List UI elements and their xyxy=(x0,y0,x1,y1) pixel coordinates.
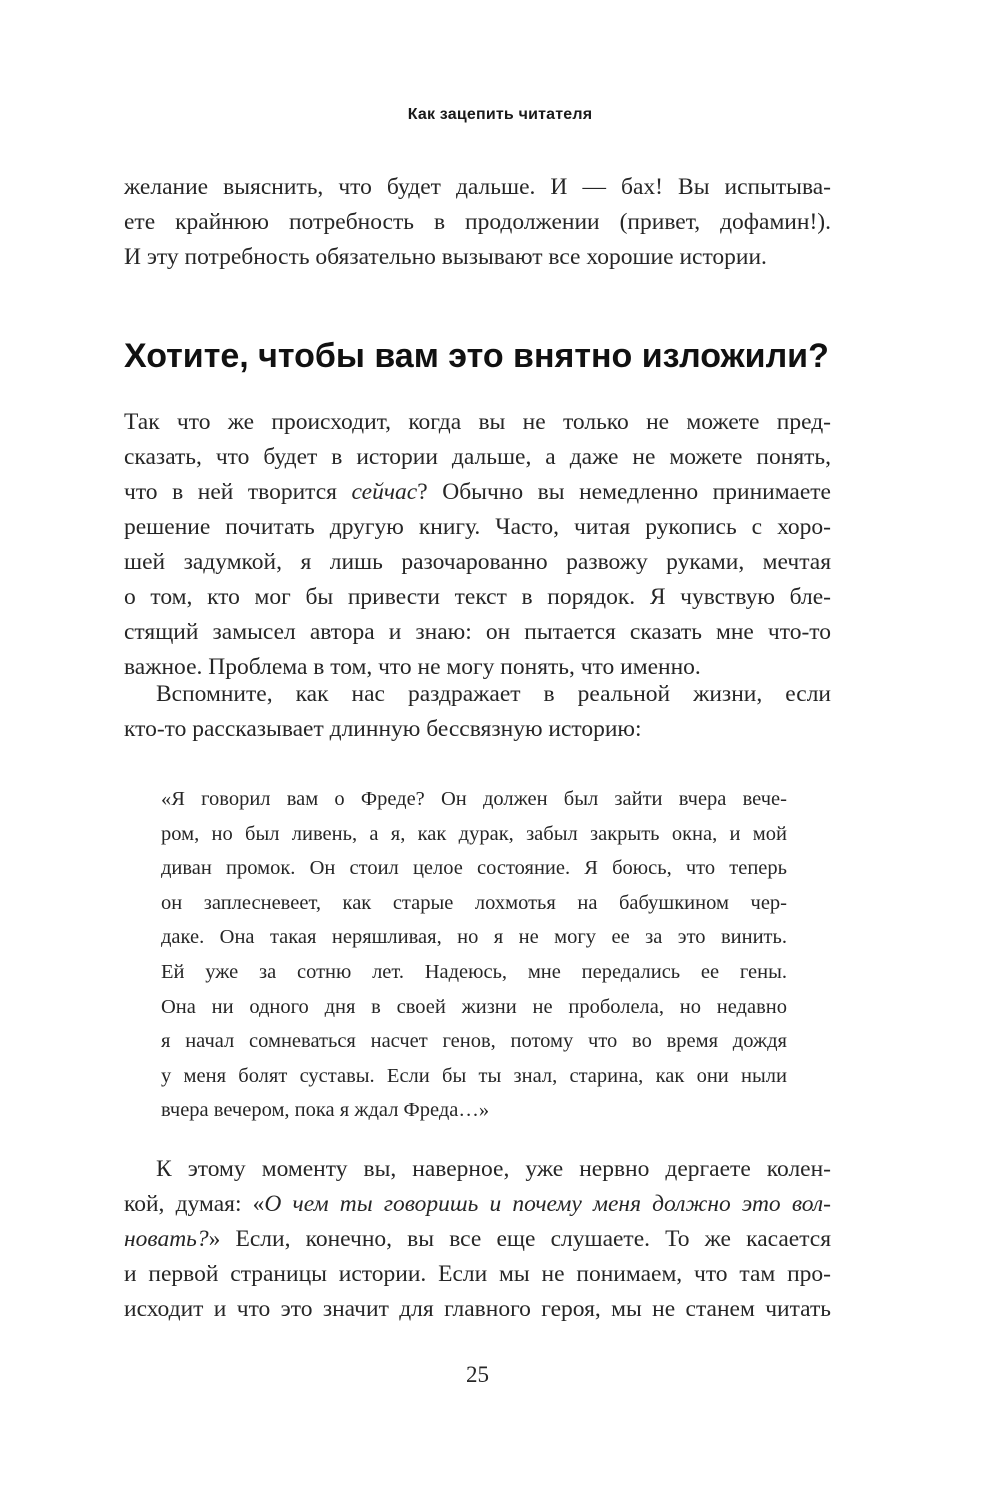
text-line: К этому моменту вы, наверное, уже нервно дергаете колен- xyxy=(156,1156,831,1182)
paragraph-main xyxy=(124,405,831,685)
text-fragment: ? Обычно вы немедленно принимаете xyxy=(417,479,831,505)
text-line: и первой страницы истории. Если мы не понимаем, что там про- xyxy=(124,1261,831,1287)
running-head: Как зацепить читателя xyxy=(407,106,593,123)
quote-line: ром, но был ливень, а я, как дурак, забыл закрыть окна, и мой xyxy=(161,822,787,845)
block-quote xyxy=(161,782,787,1128)
text-line: исходит и что это значит для главного героя, мы не станем читать xyxy=(124,1296,831,1322)
text-line: стящий замысел автора и знаю: он пытается сказать мне что-то xyxy=(124,619,831,645)
quote-line: диван промок. Он стоил целое состояние. Я боюсь, что теперь xyxy=(161,857,787,880)
page-number: 25 xyxy=(466,1362,489,1387)
text-line: важное. Проблема в том, что не могу понять, что именно. xyxy=(124,654,701,680)
text-line: Вспомните, как нас раздражает в реальной жизни, если xyxy=(156,681,831,707)
text-line xyxy=(124,1222,831,1257)
italic-emphasis: О чем ты говоришь и почему меня должно это вол- xyxy=(264,1191,831,1217)
paragraph-remember xyxy=(124,677,831,747)
paragraph-top xyxy=(124,170,831,275)
quote-line: он заплесневеет, как старые лохмотья на бабушкином чер- xyxy=(161,891,787,914)
quote-line: Она ни одного дня в своей жизни не проболела, но недавно xyxy=(161,995,787,1018)
quote-line: даке. Она такая неряшливая, но я не могу ее за это винить. xyxy=(161,926,787,949)
text-fragment: » Если, конечно, вы все еще слушаете. То же касается xyxy=(208,1226,831,1252)
text-line: Так что же происходит, когда вы не только не можете пред- xyxy=(124,409,831,435)
text-line: кто-то рассказывает длинную бессвязную историю: xyxy=(124,716,642,742)
text-line xyxy=(124,1187,831,1222)
paragraph-bottom xyxy=(124,1152,831,1327)
text-line: сказать, что будет в истории дальше, а даже не можете понять, xyxy=(124,444,831,470)
text-line: шей задумкой, я лишь разочарованно развожу руками, мечтая xyxy=(124,549,831,575)
quote-line: Ей уже за сотню лет. Надеюсь, мне передались ее гены. xyxy=(161,960,787,983)
quote-line: «Я говорил вам о Фреде? Он должен был зайти вчера вече- xyxy=(161,788,787,810)
text-line xyxy=(124,475,831,510)
italic-emphasis: сейчас xyxy=(351,479,418,505)
quote-line: у меня болят суставы. Если бы ты знал, старина, как они ныли xyxy=(161,1064,787,1087)
section-heading: Хотите, чтобы вам это внятно изложили? xyxy=(124,337,829,375)
text-fragment: что в ней творится xyxy=(124,479,352,505)
italic-emphasis: новать? xyxy=(124,1226,209,1252)
quote-line: вчера вечером, пока я ждал Фреда…» xyxy=(161,1099,490,1122)
text-line: о том, кто мог бы привести текст в порядок. Я чувствую бле- xyxy=(124,584,831,610)
text-line: ете крайнюю потребность в продолжении (привет, дофамин!). xyxy=(124,209,831,235)
quote-line: я начал сомневаться насчет генов, потому что во время дождя xyxy=(161,1030,787,1053)
text-line: решение почитать другую книгу. Часто, читая рукопись с хоро- xyxy=(124,514,831,540)
text-line: желание выяснить, что будет дальше. И — бах! Вы испытыва- xyxy=(124,174,831,200)
text-line: И эту потребность обязательно вызывают все хорошие истории. xyxy=(124,244,767,270)
text-fragment: кой, думая: « xyxy=(124,1191,265,1217)
